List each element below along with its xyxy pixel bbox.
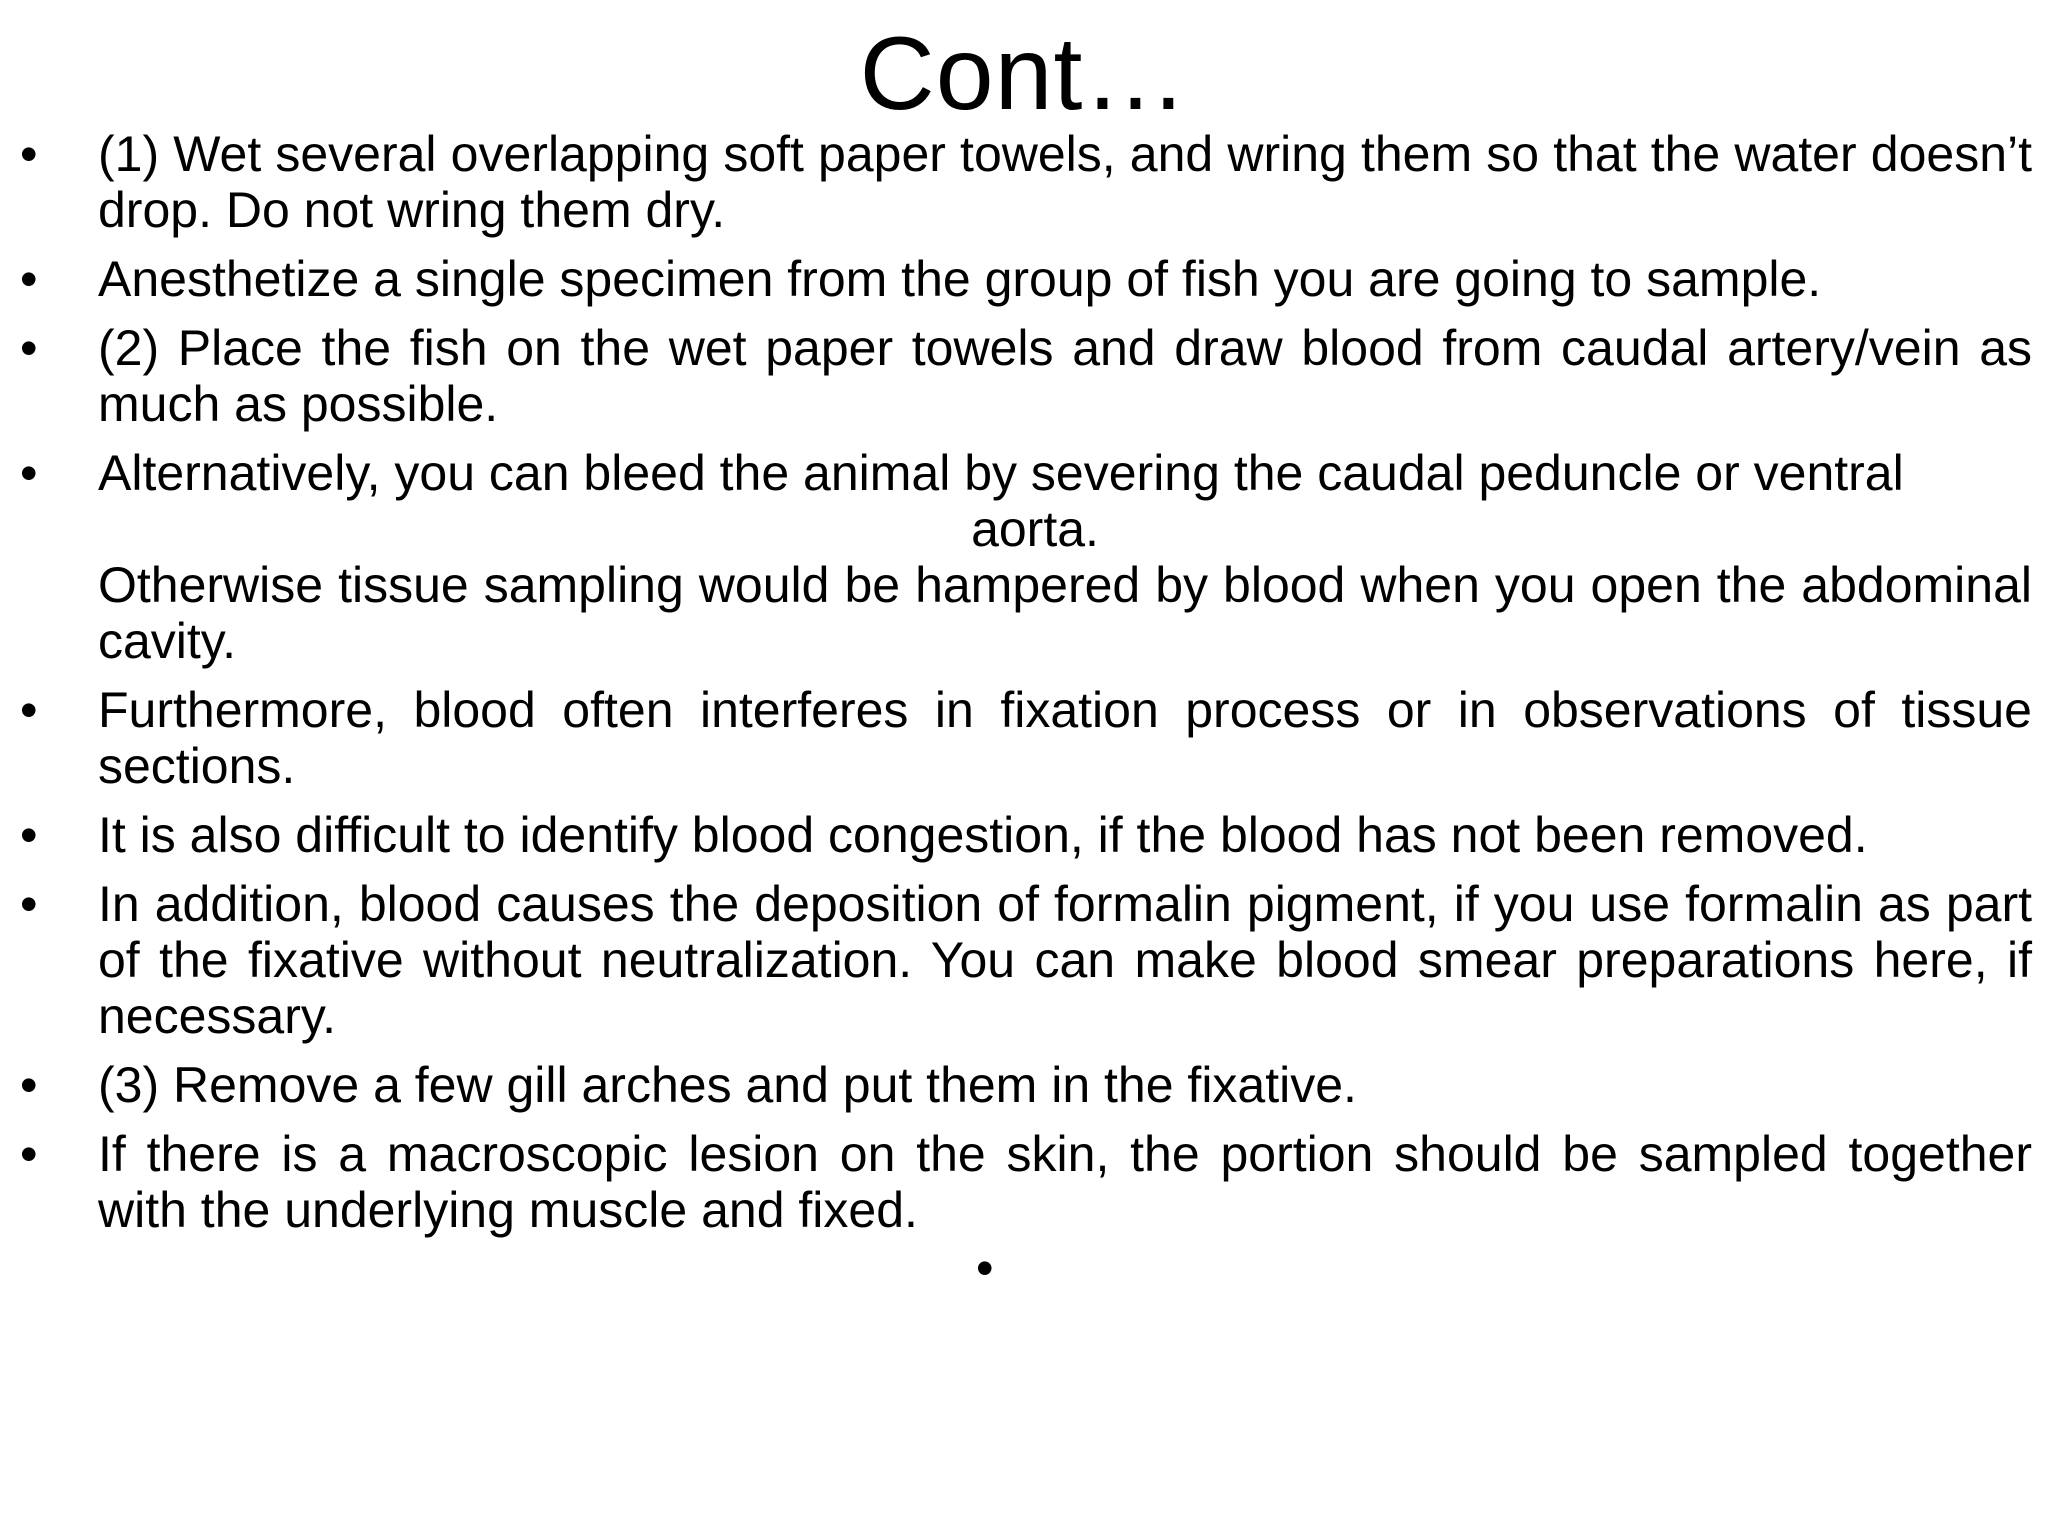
- bullet-text: (2) Place the fish on the wet paper towels and draw blood from caudal artery/vein as much as possible.: [98, 320, 2032, 432]
- bullet-item: [0, 251, 2048, 307]
- bullet-dot: •: [20, 1126, 38, 1182]
- bullet-dot: •: [20, 320, 38, 376]
- bullet-dot: •: [20, 251, 38, 307]
- bullet-item: [0, 682, 2048, 794]
- bullet-item: [0, 1057, 2048, 1113]
- bullet-text: Furthermore, blood often interferes in fixation process or in observations of tissue sections.: [98, 682, 2032, 794]
- bullet-dot: •: [20, 807, 38, 863]
- bullet-dot: •: [20, 126, 38, 182]
- bullet-item: [0, 320, 2048, 432]
- bullet-text: Anesthetize a single specimen from the group of fish you are going to sample.: [98, 251, 1822, 307]
- bullet-item: [0, 445, 2048, 669]
- empty-bullet-dot: •: [976, 1240, 994, 1296]
- bullet-text-continuation: Otherwise tissue sampling would be hampered by blood when you open the abdominal cavity.: [98, 557, 2032, 669]
- bullet-text: (3) Remove a few gill arches and put them in the fixative.: [98, 1057, 1357, 1113]
- bullet-dot: •: [20, 682, 38, 738]
- bullet-text: If there is a macroscopic lesion on the skin, the portion should be sampled together with the underlying muscle and fixed.: [98, 1126, 2032, 1238]
- bullet-text: In addition, blood causes the deposition of formalin pigment, if you use formalin as part of the fixative without neutralization. You can make blood smear preparations here, if necessary.: [98, 876, 2032, 1044]
- bullet-dot: •: [20, 445, 38, 501]
- bullet-dot: •: [20, 1057, 38, 1113]
- bullet-text: Alternatively, you can bleed the animal by severing the caudal peduncle or ventral: [98, 445, 1904, 501]
- bullet-text: It is also difficult to identify blood congestion, if the blood has not been removed.: [98, 807, 1868, 863]
- bullet-dot: •: [20, 876, 38, 932]
- bullet-item: [0, 126, 2048, 238]
- bullet-list: [0, 126, 2048, 1251]
- bullet-item: [0, 807, 2048, 863]
- bullet-text: (1) Wet several overlapping soft paper towels, and wring them so that the water doesn’t drop. Do not wring them dry.: [98, 126, 2032, 238]
- slide-title: Cont…: [859, 16, 1189, 132]
- bullet-item: [0, 1126, 2048, 1238]
- bullet-item: [0, 876, 2048, 1044]
- bullet-text-centered-line: aorta.: [971, 501, 1099, 557]
